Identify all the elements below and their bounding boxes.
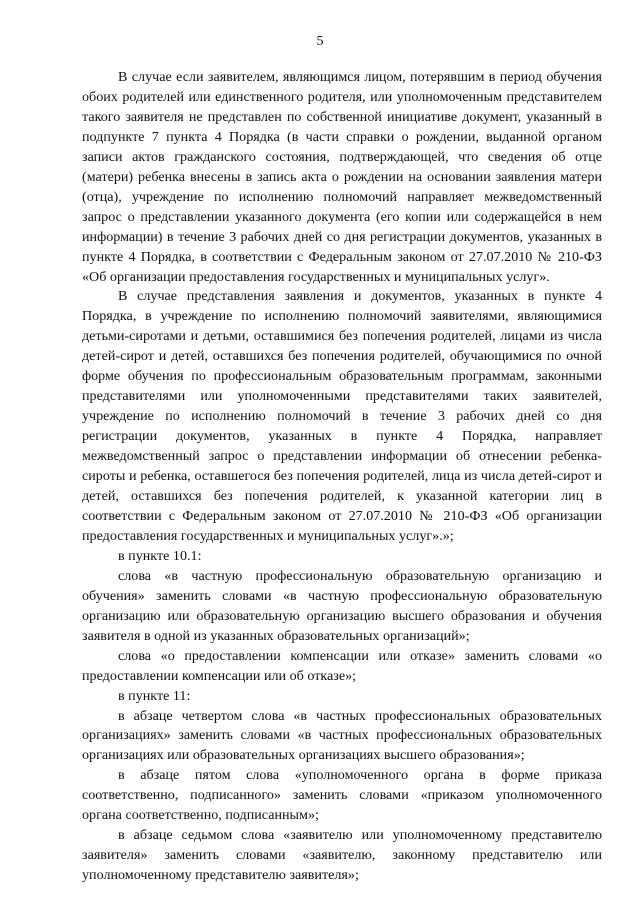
paragraph-point-11-amendment-5th: в абзаце пятом слова «уполномоченного органа в форме приказа соответственно, подписанного» заменить словами «приказом уполномоченного органа соответственно, подписанным»; [82,767,602,824]
paragraph-point-11-amendment-4th: в абзаце четвертом слова «в частных профессиональных образовательных организациях» заменить словами «в частных профессиональных образовательных организациях или образовательных организациях высшего образования»; [82,707,602,764]
paragraph-orphans-request: В случае представления заявления и документов, указанных в пункте 4 Порядка, в учреждение по исполнению полномочий заявителями, являющимися детьми-сиротами и детьми, оставшимися без попечения родителей, лицами из числа детей-сирот и детей, оставшихся без попечения родителей, обучающимися по очной форме обучения по профессиональным образовательным программам, законными представителями или уполномоченными представителями таких заявителей, учреждение по исполнению полномочий в течение 3 рабочих дней со дня регистрации документов, указанных в пункте 4 Порядка, направляет межведомственный запрос о представлении информации об отнесении ребенка-сироты и ребенка, оставшегося без попечения родителей, лица из числа детей-сирот и детей, оставшихся без попечения родителей, к указанной категории лиц в соответствии с Федеральным законом от 27.07.2010 № 210-ФЗ «Об организации предоставления государственных и муниципальных услуг».»; [82,288,602,544]
page-number: 5 [316,34,324,49]
paragraph-point-11-heading: в пункте 11: [118,687,191,704]
paragraph-point-10-1-amendment-1: слова «в частную профессиональную образовательную организацию и обучения» заменить словами «в частную профессиональную образовательную организацию или образовательную организацию высшего образования и обучения заявителя в одной из указанных образовательных организаций»; [82,567,602,644]
paragraph-birth-certificate-request: В случае если заявителем, являющимся лицом, потерявшим в период обучения обоих родителей или единственного родителя, или уполномоченным представителем такого заявителя не представлен по собственной инициативе документ, указанный в подпункте 7 пункта 4 Порядка (в части справки о рождении, выданной органом записи актов гражданского состояния, подтверждающей, что сведения об отце (матери) ребенка внесены в запись акта о рождении на основании заявления матери (отца), учреждение по исполнению полномочий направляет межведомственный запрос о представлении указанного документа (его копии или содержащейся в нем информации) в течение 3 рабочих дней со дня регистрации документов, указанных в пункте 4 Порядка, в соответствии с Федеральным законом от 27.07.2010 № 210-ФЗ «Об организации предоставления государственных и муниципальных услуг». [82,69,602,285]
paragraph-point-11-amendment-7th: в абзаце седьмом слова «заявителю или уполномоченному представителю заявителя» заменить словами «заявителю, законному представителю или уполномоченному представителю заявителя»; [82,827,602,884]
document-body [82,68,602,886]
paragraph-point-10-1-heading: в пункте 10.1: [118,547,202,564]
paragraph-point-10-1-amendment-2: слова «о предоставлении компенсации или отказе» заменить словами «о предоставлении компенсации или об отказе»; [82,647,602,684]
